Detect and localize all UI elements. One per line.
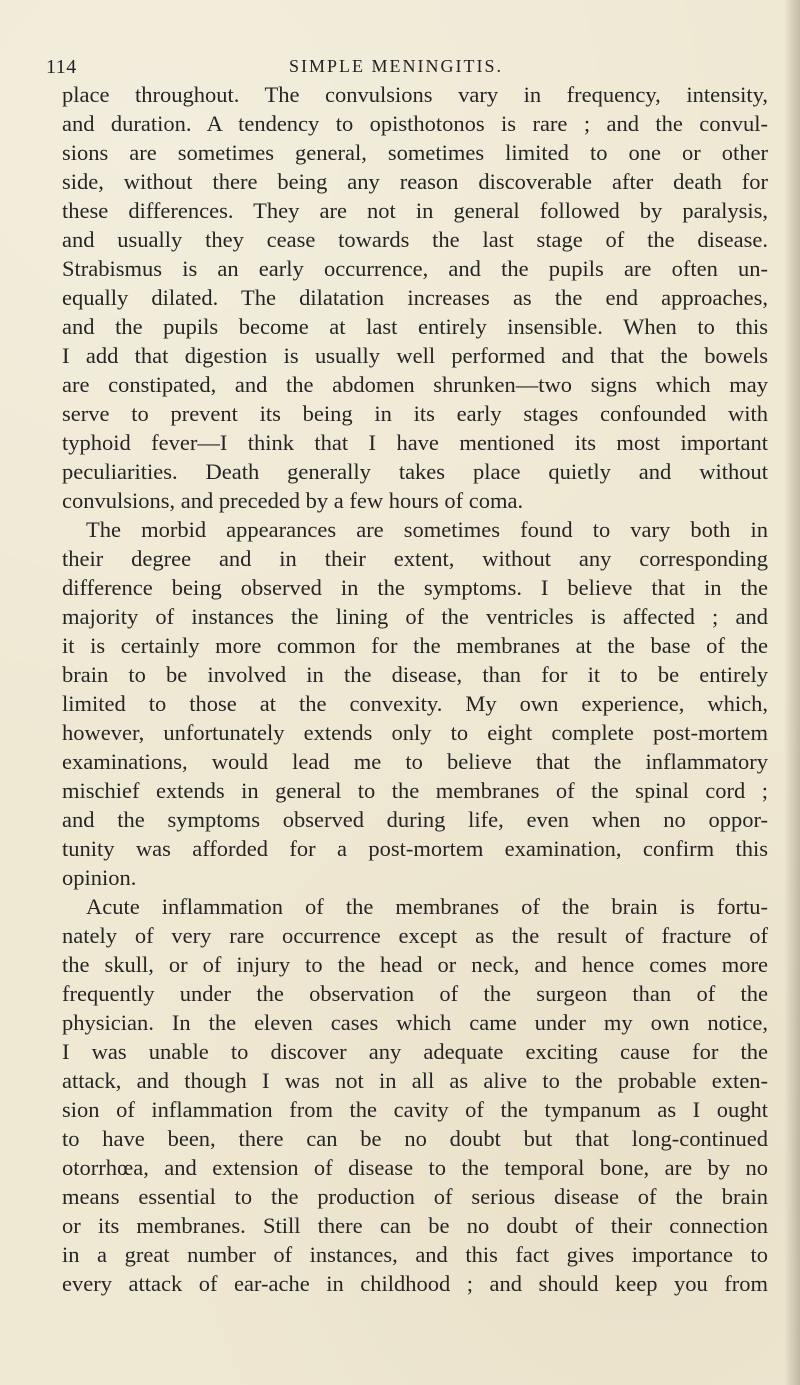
text-line: however, unfortunately extends only to eight complete post-mortem <box>62 720 768 745</box>
text-line: side, without there being any reason discoverable after death for <box>62 169 768 194</box>
page-edge-shadow <box>784 0 800 1385</box>
text-line: it is certainly more common for the membranes at the base of the <box>62 633 768 658</box>
chapter-title: SIMPLE MENINGITIS. <box>289 56 503 76</box>
text-line: their degree and in their extent, without any corresponding <box>62 546 768 571</box>
text-line: and usually they cease towards the last stage of the disease. <box>62 227 768 252</box>
text-line: nately of very rare occurrence except as the result of fracture of <box>62 923 768 948</box>
text-line: brain to be involved in the disease, than for it to be entirely <box>62 662 768 687</box>
text-line: equally dilated. The dilatation increases as the end approaches, <box>62 285 768 310</box>
text-line: and the pupils become at last entirely insensible. When to this <box>62 314 768 339</box>
text-line: every attack of ear-ache in childhood ; and should keep you from <box>62 1271 768 1296</box>
text-line: attack, and though I was not in all as alive to the probable exten- <box>62 1068 768 1093</box>
text-line: Acute inflammation of the membranes of the brain is fortu- <box>86 894 768 919</box>
text-line: majority of instances the lining of the ventricles is affected ; and <box>62 604 768 629</box>
text-line: sion of inflammation from the cavity of the tympanum as I ought <box>62 1097 768 1122</box>
text-line: difference being observed in the symptoms. I believe that in the <box>62 575 768 600</box>
body-text <box>62 80 768 1298</box>
text-line: the skull, or of injury to the head or neck, and hence comes more <box>62 952 768 977</box>
text-line: in a great number of instances, and this fact gives importance to <box>62 1242 768 1267</box>
text-line: opinion. <box>62 865 137 890</box>
text-line: typhoid fever—I think that I have mentioned its most important <box>62 430 768 455</box>
text-line: mischief extends in general to the membranes of the spinal cord ; <box>62 778 768 803</box>
text-line: serve to prevent its being in its early stages confounded with <box>62 401 768 426</box>
text-line: means essential to the production of serious disease of the brain <box>62 1184 768 1209</box>
text-line: and duration. A tendency to opisthotonos is rare ; and the convul- <box>62 111 768 136</box>
text-line: convulsions, and preceded by a few hours of coma. <box>62 488 524 513</box>
text-line: Strabismus is an early occurrence, and the pupils are often un- <box>62 256 768 281</box>
text-line: peculiarities. Death generally takes place quietly and without <box>62 459 768 484</box>
text-line: and the symptoms observed during life, even when no oppor- <box>62 807 768 832</box>
text-line: tunity was afforded for a post-mortem examination, confirm this <box>62 836 768 861</box>
page-number: 114 <box>46 56 77 78</box>
text-line: physician. In the eleven cases which came under my own notice, <box>62 1010 768 1035</box>
text-line: I was unable to discover any adequate exciting cause for the <box>62 1039 768 1064</box>
text-line: these differences. They are not in general followed by paralysis, <box>62 198 768 223</box>
text-line: The morbid appearances are sometimes found to vary both in <box>86 517 768 542</box>
text-line: otorrhœa, and extension of disease to the temporal bone, are by no <box>62 1155 768 1180</box>
text-line: limited to those at the convexity. My own experience, which, <box>62 691 768 716</box>
text-line: frequently under the observation of the surgeon than of the <box>62 981 768 1006</box>
running-header <box>46 56 746 80</box>
text-line: are constipated, and the abdomen shrunken—two signs which may <box>62 372 768 397</box>
text-line: place throughout. The convulsions vary in frequency, intensity, <box>62 82 768 107</box>
text-line: to have been, there can be no doubt but that long-continued <box>62 1126 768 1151</box>
text-line: sions are sometimes general, sometimes limited to one or other <box>62 140 768 165</box>
text-line: examinations, would lead me to believe that the inflammatory <box>62 749 768 774</box>
text-line: or its membranes. Still there can be no doubt of their connection <box>62 1213 768 1238</box>
text-line: I add that digestion is usually well performed and that the bowels <box>62 343 768 368</box>
